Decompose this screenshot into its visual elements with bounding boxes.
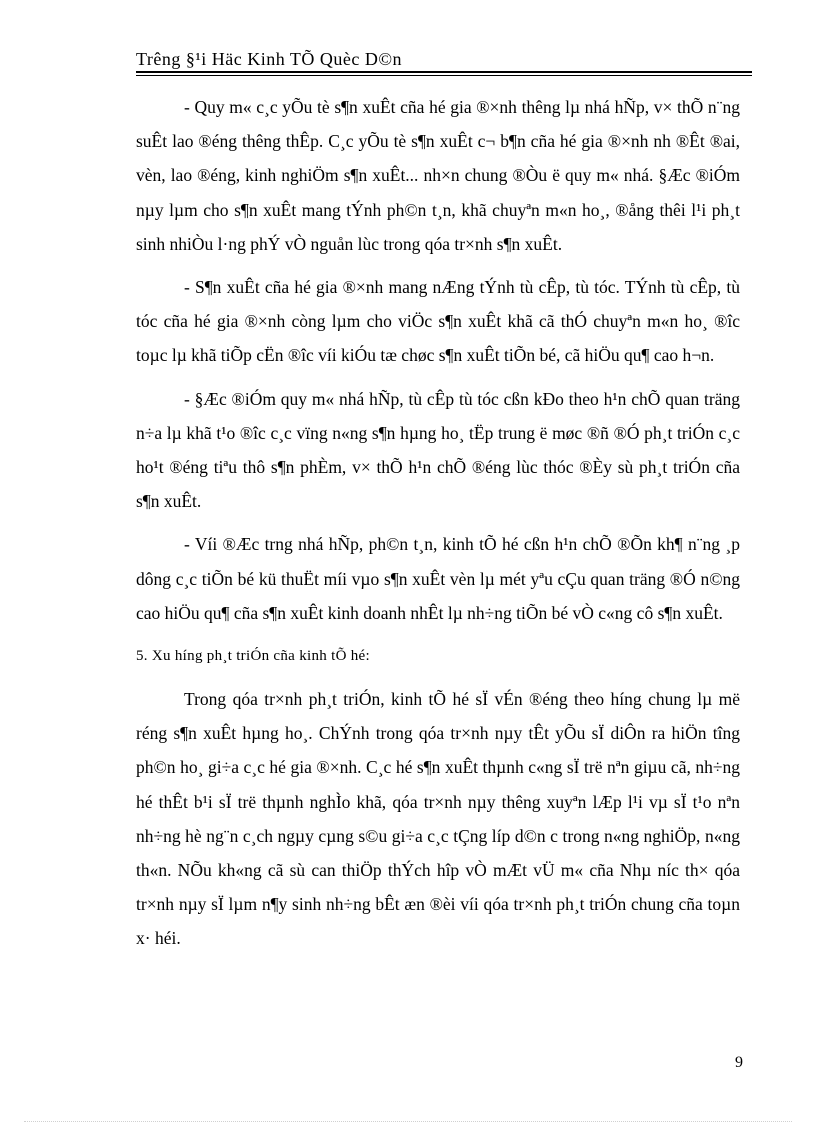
header-rule bbox=[136, 71, 752, 73]
paragraph: - Quy m« c¸c yÕu tè s¶n xuÊt cña hé gia ®×nh thêng lµ nhá hÑp, v× thÕ n¨ng suÊt lao ®éng thêng thÊp. C¸c yÕu tè s¶n xuÊt c¬ b¶n cña hé gia ®×nh nh ®Êt ®ai, vèn, lao ®éng, kinh nghiÖm s¶n xuÊt... nh×n chung ®Òu ë quy m« nhá. §Æc ®iÓm nµy lµm cho s¶n xuÊt mang tÝnh ph©n t¸n, khã chuyªn m«n ho¸, ®ång thêi l¹i ph¸t sinh nhiÒu l·ng phÝ vÒ nguån lùc trong qóa tr×nh s¶n xuÊt. bbox=[136, 97, 740, 254]
paragraph: Trong qóa tr×nh ph¸t triÓn, kinh tÕ hé sÏ vÉn ®éng theo híng chung lµ më réng s¶n xuÊt hµng ho¸. ChÝnh trong qóa tr×nh nµy tÊt yÕu sÏ diÔn ra hiÖn tîng ph©n ho¸ gi÷a c¸c hé gia ®×nh. C¸c hé s¶n xuÊt thµnh c«ng sÏ trë nªn giµu cã, nh÷ng hé thÊt b¹i sÏ trë thµnh nghÌo khã, qóa tr×nh nµy thêng xuyªn lÆp l¹i vµ sÏ t¹o nªn nh÷ng hè ng¨n c¸ch ngµy cµng s©u gi÷a c¸c tÇng líp d©n c trong n«ng nghiÖp, n«ng th«n. NÕu kh«ng cã sù can thiÖp thÝch hîp vÒ mÆt vÜ m« cña Nhµ níc th× qóa tr×nh nµy sÏ lµm n¶y sinh nh÷ng bÊt æn ®èi víi qóa tr×nh ph¸t triÓn chung cña toµn x· héi. bbox=[136, 689, 740, 949]
header-rule-thin bbox=[136, 75, 752, 76]
paragraph: - §Æc ®iÓm quy m« nhá hÑp, tù cÊp tù tóc cßn kÐo theo h¹n chÕ quan träng n÷a lµ khã t¹o ®îc c¸c vïng n«ng s¶n hµng ho¸ tËp trung ë møc ®ñ ®Ó ph¸t triÓn c¸c ho¹t ®éng tiªu thô s¶n phÈm, v× thÕ h¹n chÕ ®éng lùc thóc ®Èy sù ph¸t triÓn cña s¶n xuÊt. bbox=[136, 388, 740, 512]
paragraph: - Víi ®Æc trng nhá hÑp, ph©n t¸n, kinh tÕ hé cßn h¹n chÕ ®Õn kh¶ n¨ng ¸p dông c¸c tiÕn bé kü thuËt míi vµo s¶n xuÊt vèn lµ mét yªu cÇu quan träng ®Ó n©ng cao hiÖu qu¶ cña s¶n xuÊt kinh doanh nhÊt lµ nh÷ng tiÕn bé vÒ c«ng cô s¶n xuÊt. bbox=[136, 534, 740, 623]
running-header: Trêng §¹i Häc Kinh TÕ Quèc D©n bbox=[136, 49, 403, 69]
section-heading: 5. Xu híng ph¸t triÓn cña kinh tÕ hé: bbox=[136, 648, 370, 665]
paragraph: - S¶n xuÊt cña hé gia ®×nh mang nÆng tÝnh tù cÊp, tù tóc. TÝnh tù cÊp, tù tóc cña hé gia ®×nh còng lµm cho viÖc s¶n xuÊt khã cã thÓ chuyªn m«n ho¸ ®îc toµc lµ khã tiÕp cËn ®îc víi kiÓu tæ chøc s¶n xuÊt tiÕn bé, cã hiÖu qu¶ cao h¬n. bbox=[136, 277, 740, 366]
body-text bbox=[136, 90, 740, 965]
page-number: 9 bbox=[735, 1054, 743, 1071]
page-bottom-border bbox=[24, 1121, 792, 1122]
